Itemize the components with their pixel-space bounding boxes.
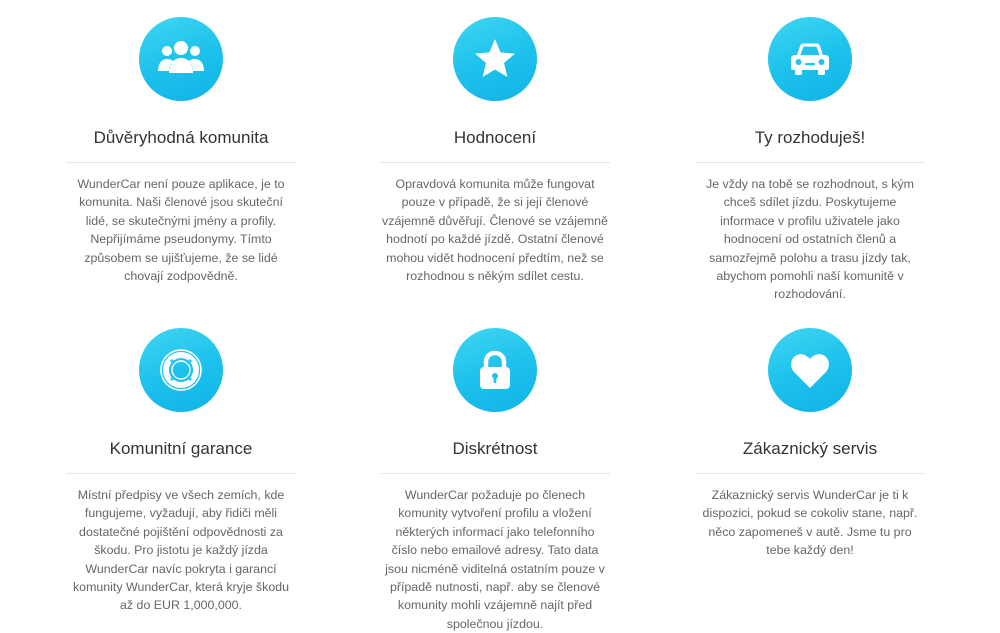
divider: [695, 473, 925, 474]
star-icon: [453, 17, 537, 101]
feature-title: Důvěryhodná komunita: [93, 128, 269, 147]
feature-customer-service: [685, 328, 935, 560]
feature-description: Místní předpisy ve všech zemích, kde fungujeme, vyžadují, aby řidiči měli dostatečné pojištění odpovědnosti za škodu. Pro jistotu je každý jízda WunderCar navíc pokryta i garancí komunity WunderCar, která kryje škodu až do EUR 1,000,000.: [72, 488, 289, 613]
feature-you-decide: [685, 17, 935, 304]
feature-title: Hodnocení: [453, 128, 537, 147]
feature-description: Zákaznický servis WunderCar je ti k dispozici, pokud se cokoliv stane, např. něco zapomeneš v autě. Jsme tu pro tebe každý den!: [702, 488, 918, 558]
divider: [66, 162, 296, 163]
feature-description: Je vždy na tobě se rozhodnout, s kým chceš sdílet jízdu. Poskytujeme informace v profilu uživatele jako hodnocení od ostatních členů a samozřejmě polohu a trasu jízdy tak, abychom pomohli naší komunitě v rozhodování.: [706, 177, 914, 302]
feature-description: WunderCar požaduje po členech komunity vytvoření profilu a vložení některých informací jako telefonního číslo nebo emailové adresy. Tato data jsou nicméně viditelná ostatním pouze v případě nutnosti, např. aby se členové komunity mohli vzájemně najít před společnou jízdou.: [385, 488, 605, 631]
divider: [695, 162, 925, 163]
community-icon: [139, 17, 223, 101]
feature-title: Komunitní garance: [109, 439, 253, 458]
car-icon: [768, 17, 852, 101]
lock-icon: [453, 328, 537, 412]
feature-description: Opravdová komunita může fungovat pouze v případě, že si její členové vzájemně důvěřují. Členové se vzájemně hodnotí po každé jízdě. Ostatní členové mohou vidět hodnocení předtím, než se rozhodnou s někým sdílet cestu.: [382, 177, 608, 284]
divider: [66, 473, 296, 474]
divider: [380, 162, 610, 163]
feature-discretion: [370, 328, 620, 633]
lifebuoy-icon: [139, 328, 223, 412]
feature-trusted-community: [56, 17, 306, 285]
heart-icon: [768, 328, 852, 412]
feature-title: Ty rozhoduješ!: [754, 128, 866, 147]
feature-title: Diskrétnost: [452, 439, 538, 458]
feature-description: WunderCar není pouze aplikace, je to komunita. Naši členové jsou skuteční lidé, se skutečnými jmény a profily. Nepřijímáme pseudonymy. Tímto způsobem se ujišťujeme, že se lidé chovají zodpovědně.: [77, 177, 285, 284]
feature-community-guarantee: [56, 328, 306, 615]
feature-rating: [370, 17, 620, 285]
feature-title: Zákaznický servis: [742, 439, 878, 458]
divider: [380, 473, 610, 474]
